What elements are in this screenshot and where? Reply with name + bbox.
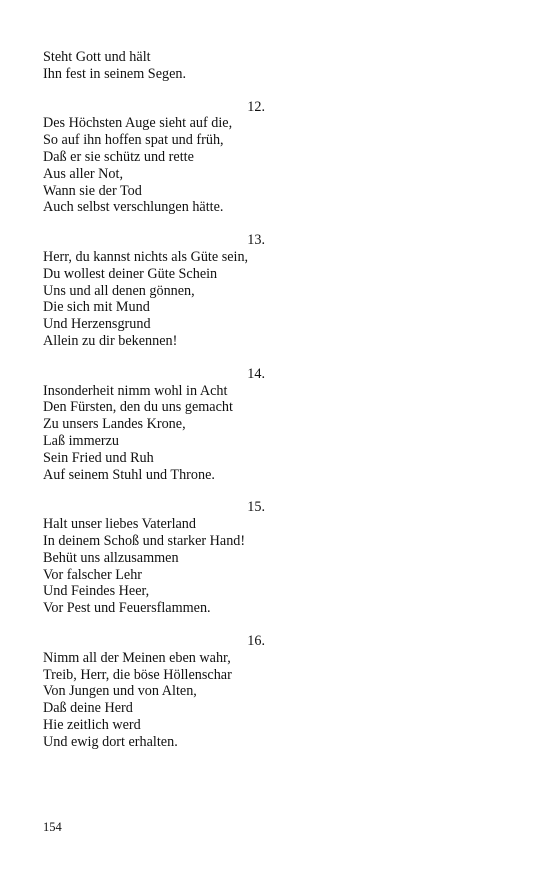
stanza-number: 14. (247, 365, 265, 382)
hymn-text (43, 49, 343, 750)
verse-line: Des Höchsten Auge sieht auf die, (43, 115, 233, 132)
verse-line: Auch selbst verschlungen hätte. (43, 199, 224, 216)
verse-line: Halt unser liebes Vaterland (43, 516, 196, 533)
page-number: 154 (43, 820, 62, 834)
verse-line: Sein Fried und Ruh (43, 449, 154, 466)
verse-line: In deinem Schoß und starker Hand! (43, 532, 246, 549)
verse-line: Zu unsers Landes Krone, (43, 416, 186, 433)
verse-line: Aus aller Not, (43, 165, 123, 182)
verse-line: Vor Pest und Feuersflammen. (43, 600, 211, 617)
verse-line: Treib, Herr, die böse Höllenschar (43, 666, 232, 683)
verse-line: Ihn fest in seinem Segen. (43, 65, 187, 82)
verse-line: Auf seinem Stuhl und Throne. (43, 466, 215, 483)
verse-line: Und Feindes Heer, (43, 583, 150, 600)
verse-line: Uns und all denen gönnen, (43, 282, 195, 299)
stanza-continuation (43, 49, 343, 83)
verse-line: Laß immerzu (43, 432, 120, 449)
verse-line: Du wollest deiner Güte Schein (43, 265, 218, 282)
stanza-number: 12. (247, 98, 265, 115)
stanza-12 (43, 99, 343, 217)
stanza-number: 15. (247, 499, 265, 516)
stanza-13 (43, 232, 343, 350)
verse-line: Die sich mit Mund (43, 299, 150, 316)
stanza-number: 16. (247, 632, 265, 649)
verse-line: Behüt uns allzusammen (43, 549, 179, 566)
verse-line: Allein zu dir bekennen! (43, 332, 178, 349)
verse-line: Herr, du kannst nichts als Güte sein, (43, 248, 249, 265)
verse-line: Den Fürsten, den du uns gemacht (43, 399, 233, 416)
verse-line: Steht Gott und hält (43, 49, 151, 65)
verse-line: Von Jungen und von Alten, (43, 683, 197, 700)
verse-line: Hie zeitlich werd (43, 716, 141, 733)
verse-line: Daß er sie schütz und rette (43, 148, 194, 165)
stanza-14 (43, 366, 343, 484)
verse-line: Insonderheit nimm wohl in Acht (43, 382, 228, 399)
verse-line: Und Herzensgrund (43, 316, 151, 333)
verse-line: Vor falscher Lehr (43, 566, 143, 583)
verse-line: So auf ihn hoffen spat und früh, (43, 132, 224, 149)
verse-line: Wann sie der Tod (43, 182, 142, 199)
verse-line: Nimm all der Meinen eben wahr, (43, 649, 231, 666)
stanza-16 (43, 633, 343, 751)
stanza-15 (43, 499, 343, 617)
stanza-number: 13. (247, 232, 265, 249)
verse-line: Und ewig dort erhalten. (43, 733, 178, 750)
verse-line: Daß deine Herd (43, 700, 133, 717)
